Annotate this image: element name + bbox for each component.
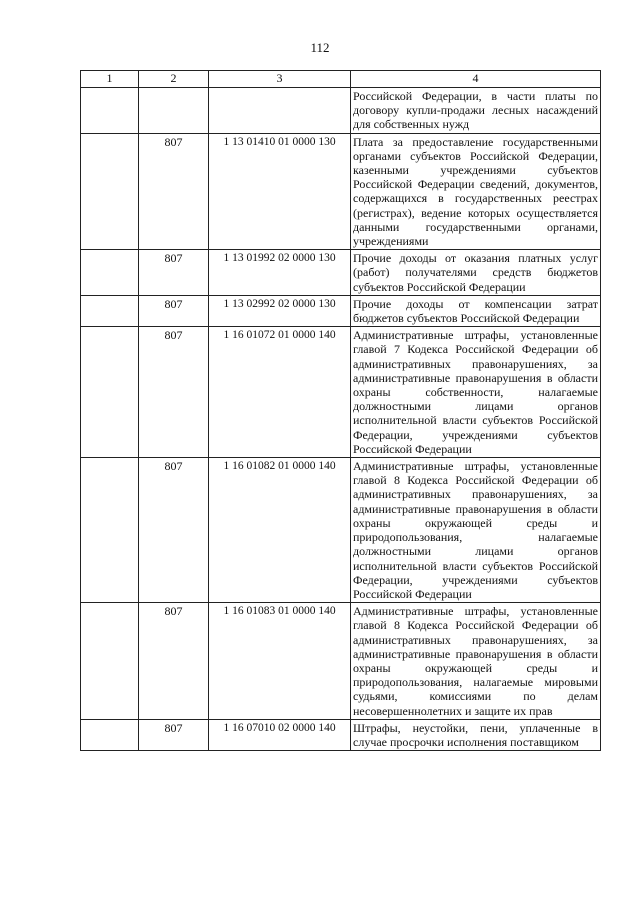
row-number-cell bbox=[81, 719, 139, 750]
row-number-cell bbox=[81, 327, 139, 458]
row-number-cell bbox=[81, 458, 139, 603]
page-number: 112 bbox=[310, 40, 330, 55]
row-number-cell bbox=[81, 88, 139, 134]
column-header-1: 1 bbox=[81, 71, 139, 88]
description-cell: Штрафы, неустойки, пени, уплаченные в случае просрочки исполнения поставщиком bbox=[351, 719, 601, 750]
row-number-cell bbox=[81, 603, 139, 720]
admin-code-cell: 807 bbox=[139, 295, 209, 326]
header-row bbox=[81, 71, 601, 88]
admin-code-cell: 807 bbox=[139, 458, 209, 603]
admin-code-cell: 807 bbox=[139, 250, 209, 296]
revenue-codes-table bbox=[80, 70, 601, 751]
kbk-code-cell bbox=[209, 88, 351, 134]
admin-code-cell bbox=[139, 88, 209, 134]
column-header-3: 3 bbox=[209, 71, 351, 88]
kbk-code-cell: 1 16 01082 01 0000 140 bbox=[209, 458, 351, 603]
description-cell: Плата за предоставление государственными органами субъектов Российской Федерации, казенными учреждениями субъектов Российской Федерации сведений, документов, содержащихся в государственных реестрах (регистрах), ведение которых осуществляется данными государственными органами, учреждениями bbox=[351, 133, 601, 250]
row-number-cell bbox=[81, 295, 139, 326]
description-cell: Административные штрафы, установленные главой 7 Кодекса Российской Федерации об административных правонарушениях, за административные правонарушения в области охраны собственности, налагаемые должностными лицами органов исполнительной власти субъектов Российской Федерации, учреждениями субъектов Российской Федерации bbox=[351, 327, 601, 458]
column-header-2: 2 bbox=[139, 71, 209, 88]
kbk-code-cell: 1 13 02992 02 0000 130 bbox=[209, 295, 351, 326]
description-cell: Российской Федерации, в части платы по договору купли-продажи лесных насаждений для собственных нужд bbox=[351, 88, 601, 134]
table-row bbox=[81, 250, 601, 296]
kbk-code-cell: 1 16 01072 01 0000 140 bbox=[209, 327, 351, 458]
admin-code-cell: 807 bbox=[139, 603, 209, 720]
table-body bbox=[81, 88, 601, 751]
row-number-cell bbox=[81, 250, 139, 296]
admin-code-cell: 807 bbox=[139, 719, 209, 750]
table-row bbox=[81, 88, 601, 134]
kbk-code-cell: 1 16 07010 02 0000 140 bbox=[209, 719, 351, 750]
description-cell: Административные штрафы, установленные главой 8 Кодекса Российской Федерации об административных правонарушениях, за административные правонарушения в области охраны окружающей среды и природопользования, налагаемые должностными лицами органов исполнительной власти субъектов Российской Федерации, учреждениями субъектов Российской Федерации bbox=[351, 458, 601, 603]
kbk-code-cell: 1 13 01992 02 0000 130 bbox=[209, 250, 351, 296]
description-cell: Административные штрафы, установленные главой 8 Кодекса Российской Федерации об административных правонарушениях, за административные правонарушения в области охраны окружающей среды и природопользования, налагаемые мировыми судьями, комиссиями по делам несовершеннолетних и защите их прав bbox=[351, 603, 601, 720]
kbk-code-cell: 1 13 01410 01 0000 130 bbox=[209, 133, 351, 250]
kbk-code-cell: 1 16 01083 01 0000 140 bbox=[209, 603, 351, 720]
row-number-cell bbox=[81, 133, 139, 250]
admin-code-cell: 807 bbox=[139, 327, 209, 458]
description-cell: Прочие доходы от оказания платных услуг (работ) получателями средств бюджетов субъектов Российской Федерации bbox=[351, 250, 601, 296]
table-header bbox=[81, 71, 601, 88]
table-row bbox=[81, 603, 601, 720]
table-row bbox=[81, 295, 601, 326]
table-row bbox=[81, 719, 601, 750]
table-row bbox=[81, 458, 601, 603]
table-row bbox=[81, 133, 601, 250]
table-row bbox=[81, 327, 601, 458]
description-cell: Прочие доходы от компенсации затрат бюджетов субъектов Российской Федерации bbox=[351, 295, 601, 326]
column-header-4: 4 bbox=[351, 71, 601, 88]
admin-code-cell: 807 bbox=[139, 133, 209, 250]
